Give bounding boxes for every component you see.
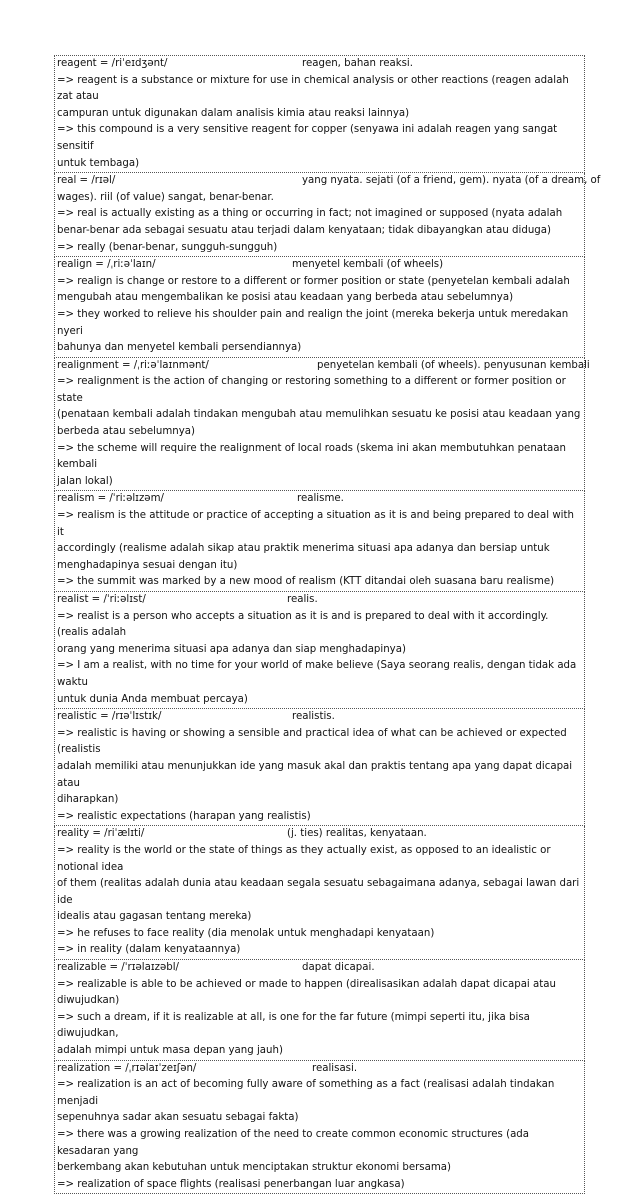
entry-line: => the scheme will require the realignment of local roads (skema ini akan membutuhkan penataan kembali: [57, 442, 566, 471]
entry-line: => realizable is able to be achieved or made to happen (direalisasikan adalah dapat dicapai atau diwujudkan): [57, 978, 556, 1007]
entry-line: => they worked to relieve his shoulder pain and realign the joint (mereka bekerja untuk meredakan nyeri: [57, 308, 569, 337]
entry-term: realization = /ˌrɪəlaɪˈzeɪʃən/: [57, 1062, 197, 1074]
entry-realization: [54, 1061, 585, 1194]
entry-realizable: [54, 960, 585, 1061]
entry-reality: [54, 826, 585, 960]
entry-line: => in reality (dalam kenyataannya): [57, 944, 241, 956]
entry-line: => realignment is the action of changing or restoring something to a different or former position or state: [57, 376, 566, 404]
entry-line: => he refuses to face reality (dia menolak untuk menghadapi kenyataan): [57, 927, 435, 939]
entry-meaning: realistis.: [292, 711, 335, 723]
entry-line: campuran untuk digunakan dalam analisis kimia atau reaksi lainnya): [57, 107, 410, 119]
entry-realist: [54, 592, 585, 709]
entry-line: benar-benar ada sebagai sesuatu atau terjadi dalam kenyataan; tidak dibayangkan atau diduga): [57, 224, 551, 236]
entry-line: => I am a realist, with no time for your world of make believe (Saya seorang realis, dengan tidak ada waktu: [57, 660, 577, 688]
entry-term: reality = /riˈælɪti/: [57, 828, 145, 840]
entry-term: realistic = /rɪəˈlɪstɪk/: [57, 711, 162, 723]
entry-line: wages). riil (of value) sangat, benar-benar.: [57, 191, 274, 203]
entry-line: => really (benar-benar, sungguh-sungguh): [57, 241, 278, 253]
entry-line: => realign is change or restore to a different or former position or state (penyetelan kembali adalah: [57, 275, 570, 287]
entry-line: => realization is an act of becoming fully aware of something as a fact (realisasi adalah tindakan menjadi: [57, 1079, 555, 1107]
entry-line: => realistic expectations (harapan yang realistis): [57, 810, 311, 822]
entry-meaning: yang nyata. sejati (of a friend, gem). nyata (of a dream, of: [302, 175, 601, 187]
entry-line: sepenuhnya sadar akan sesuatu sebagai fakta): [57, 1112, 299, 1124]
entry-meaning: realisme.: [297, 493, 344, 505]
entry-line: => such a dream, if it is realizable at all, is one for the far future (mimpi seperti itu, jika bisa diwujudkan,: [57, 1011, 530, 1040]
entry-line: accordingly (realisme adalah sikap atau praktik menerima situasi apa adanya dan bersiap untuk: [57, 543, 550, 555]
entry-line: untuk tembaga): [57, 157, 140, 169]
entry-term: real = /rɪəl/: [57, 175, 116, 187]
entry-term: reagent = /riˈeɪdʒənt/: [57, 58, 168, 69]
entry-line: => reagent is a substance or mixture for use in chemical analysis or other reactions (reagen adalah zat atau: [57, 74, 569, 103]
entry-line: => this compound is a very sensitive reagent for copper (senyawa ini adalah reagen yang sangat sensitif: [57, 124, 558, 152]
entry-line: adalah memiliki atau menunjukkan ide yang masuk akal dan praktis tentang apa yang dapat dicapai atau: [57, 760, 573, 789]
entry-line: (penataan kembali adalah tindakan mengubah atau memulihkan sesuatu ke posisi atau keadaan yang: [57, 409, 581, 421]
entry-line: => reality is the world or the state of things as they actually exist, as opposed to an idealistic or notional idea: [57, 844, 551, 873]
entry-meaning: dapat dicapai.: [302, 962, 375, 974]
entry-meaning: realisasi.: [312, 1062, 358, 1074]
entry-term: realign = /ˌriːəˈlaɪn/: [57, 259, 156, 271]
entry-real: [54, 173, 601, 257]
entry-line: menghadapinya sesuai dengan itu): [57, 559, 238, 571]
entry-line: => realism is the attitude or practice of accepting a situation as it is and being prepared to deal with it: [57, 510, 574, 538]
entry-line: => there was a growing realization of the need to create common economic structures (ada kesadaran yang: [57, 1129, 530, 1157]
entry-term: realist = /ˈriːəlɪst/: [57, 594, 146, 605]
entry-line: untuk dunia Anda membuat percaya): [57, 693, 248, 705]
entry-line: => realist is a person who accepts a situation as it is and is prepared to deal with it accordingly. (realis adalah: [57, 610, 549, 639]
entry-line: => realization of space flights (realisasi penerbangan luar angkasa): [57, 1178, 405, 1190]
entry-meaning: realis.: [287, 594, 318, 605]
entry-meaning: (j. ties) realitas, kenyataan.: [287, 828, 427, 840]
entry-meaning: reagen, bahan reaksi.: [302, 58, 413, 69]
entry-term: realizable = /ˈrɪəlaɪzəbl/: [57, 962, 179, 974]
entry-line: berkembang akan kebutuhan untuk menciptakan struktur ekonomi bersama): [57, 1162, 451, 1174]
entry-meaning: menyetel kembali (of wheels): [292, 259, 444, 271]
entry-reagent: [54, 55, 585, 173]
entry-line: of them (realitas adalah dunia atau keadaan segala sesuatu sebagaimana adanya, sebagai lawan dari ide: [57, 878, 580, 906]
dictionary-page: [54, 55, 601, 1194]
entry-realism: [54, 491, 585, 592]
entry-line: mengubah atau mengembalikan ke posisi atau keadaan yang berbeda atau sebelumnya): [57, 292, 514, 304]
entry-meaning: penyetelan kembali (of wheels). penyusunan kembali: [317, 359, 590, 371]
entry-line: jalan lokal): [57, 475, 113, 487]
entry-line: bahunya dan menyetel kembali persendiannya): [57, 342, 302, 354]
entry-realignment: [54, 358, 590, 492]
entry-line: adalah mimpi untuk masa depan yang jauh): [57, 1045, 283, 1057]
entry-line: => real is actually existing as a thing or occurring in fact; not imagined or supposed (nyata adalah: [57, 208, 563, 220]
entry-line: => the summit was marked by a new mood of realism (KTT ditandai oleh suasana baru realisme): [57, 576, 555, 588]
entry-line: => realistic is having or showing a sensible and practical idea of what can be achieved or expected (realistis: [57, 727, 567, 756]
entry-line: idealis atau gagasan tentang mereka): [57, 911, 252, 923]
entry-line: berbeda atau sebelumnya): [57, 426, 196, 438]
entry-line: orang yang menerima situasi apa adanya dan siap menghadapinya): [57, 643, 406, 655]
entry-line: diharapkan): [57, 794, 119, 806]
entry-realistic: [54, 709, 585, 826]
entry-term: realism = /ˈriːəlɪzəm/: [57, 493, 164, 505]
entry-realign: [54, 257, 585, 358]
entry-term: realignment = /ˌriːəˈlaɪnmənt/: [57, 359, 209, 371]
